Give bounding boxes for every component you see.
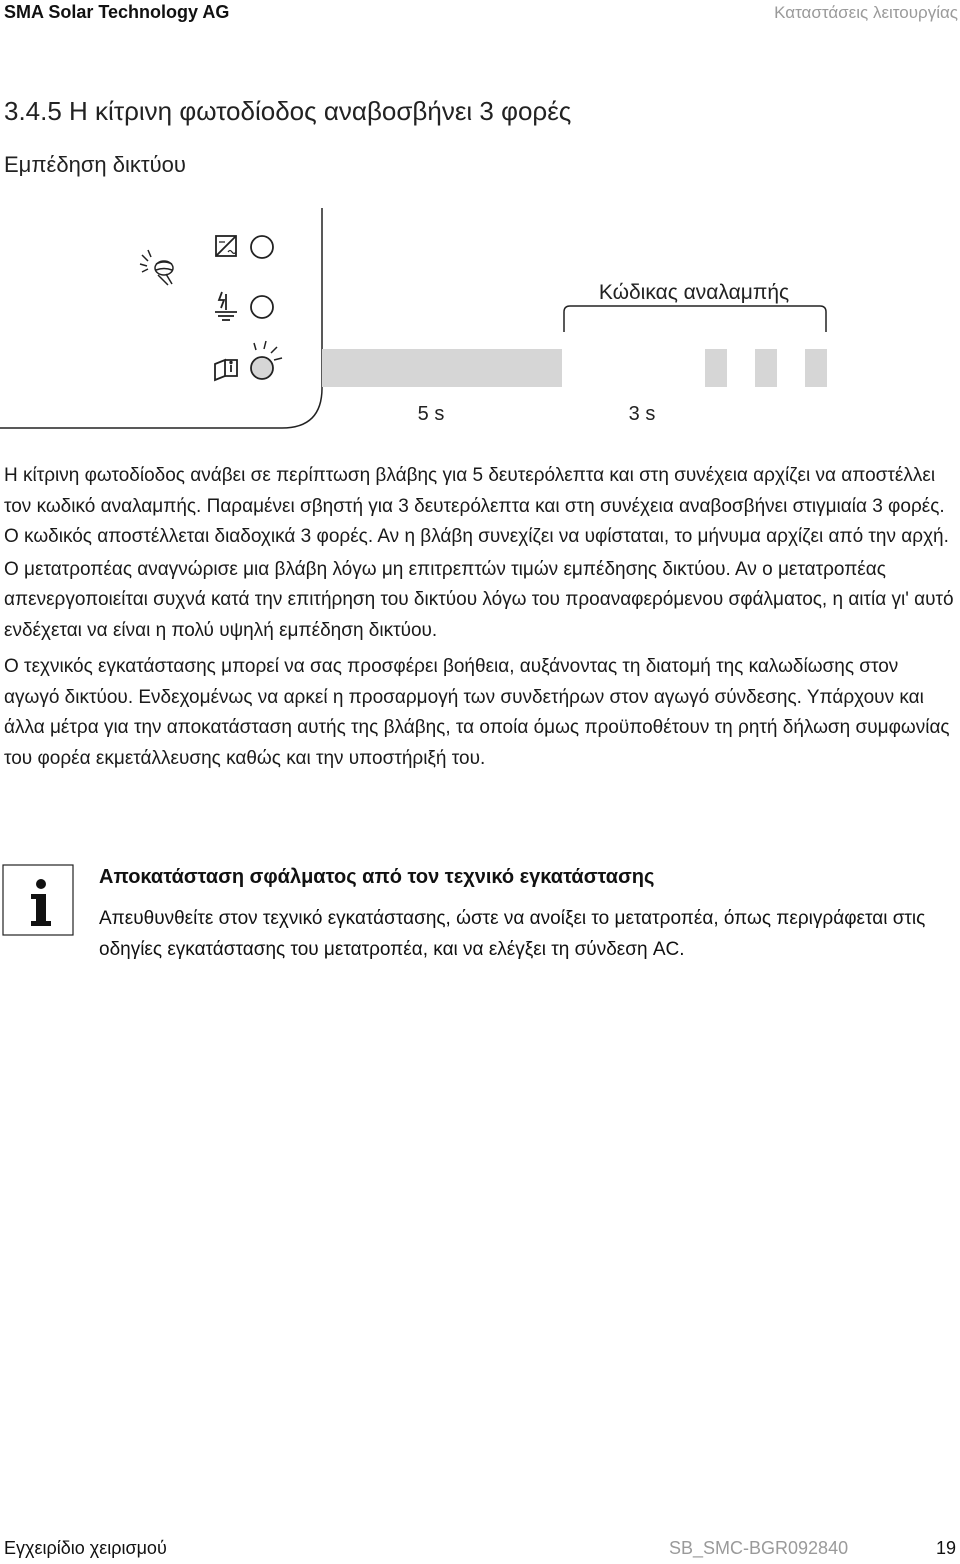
code-label: Κώδικας αναλαμπής (598, 281, 790, 304)
section-title: 3.4.5 Η κίτρινη φωτοδίοδος αναβοσβήνει 3 φορές (4, 96, 572, 126)
time-on-label: 5 s (417, 403, 445, 425)
footer-doc-id: SB_SMC-BGR092840 (669, 1538, 849, 1558)
code-bracket (564, 306, 826, 332)
panel-border (0, 208, 322, 428)
body-text (4, 461, 954, 774)
footer-manual: Εγχειρίδιο χειρισμού (4, 1538, 167, 1558)
blink-1-bar (705, 349, 727, 387)
info-title: Αποκατάσταση σφάλματος από τον τεχνικό εγκατάστασης (99, 866, 655, 888)
inverter-icon (216, 236, 236, 256)
led-yellow (251, 357, 273, 379)
blink-3-bar (805, 349, 827, 387)
paragraph-cause: Ο μετατροπέας αναγνώρισε μια βλάβη λόγω μη επιτρεπτών τιμών εμπέδησης δικτύου. Αν ο μετατροπέας απενεργοποιείται συχνά κατά την επιτήρηση του δικτύου λόγω του προαναφερόμενου σφάλματος, η αιτία γι' αυτό ενδέχεται να είναι η πολύ υψηλή εμπέδηση δικτύου. (4, 558, 954, 641)
led-blink-diagram (0, 200, 960, 440)
info-icon (2, 864, 74, 936)
paragraph-remedy: Ο τεχνικός εγκατάστασης μπορεί να σας προσφέρει βοήθεια, αυξάνοντας τη διατομή της καλωδίωσης στον αγωγό δικτύου. Ενδεχομένως να αρκεί η προσαρμογή των συνδετήρων στον αγωγό σύνδεσης. Υπάρχουν και άλλα μέτρα για την αποκατάσταση αυτής της βλάβης, τα οποία όμως προϋποθέτουν τη ρητή δήλωση συμφωνίας του φορέα εκμετάλλευσης καθώς και την υποστήριξή του. (4, 656, 950, 769)
header-chapter: Καταστάσεις λειτουργίας (774, 3, 958, 22)
footer-page-number: 19 (935, 1538, 956, 1558)
knock-icon (140, 250, 173, 285)
on-5s-bar (322, 349, 562, 387)
header-company: SMA Solar Technology AG (4, 2, 230, 22)
blink-2-bar (755, 349, 777, 387)
info-book-icon (215, 360, 237, 380)
time-code-label: 3 s (628, 403, 656, 425)
led-red (251, 296, 273, 318)
paragraph-blink-description: Η κίτρινη φωτοδίοδος ανάβει σε περίπτωση βλάβης για 5 δευτερόλεπτα και στη συνέχεια αρχίζει να αποστέλλει τον κωδικό αναλαμπής. Παραμένει σβηστή για 3 δευτερόλεπτα και στη συνέχεια αναβοσβήνει στιγμιαία 3 φορές. Ο κωδικός αποστέλλεται διαδοχικά 3 φορές. Αν η βλάβη συνεχίζει να υφίσταται, το μήνυμα αρχίζει από την αρχή. (4, 465, 949, 547)
section-subtitle: Εμπέδηση δικτύου (4, 152, 186, 177)
led-green (251, 236, 273, 258)
info-text: Απευθυνθείτε στον τεχνικό εγκατάστασης, ώστε να ανοίξει το μετατροπέα, όπως περιγράφεται στις οδηγίες εγκατάστασης του μετατροπέα, και να ελέγξει τη σύνδεση AC. (99, 908, 926, 960)
earth-fault-icon (215, 292, 237, 320)
